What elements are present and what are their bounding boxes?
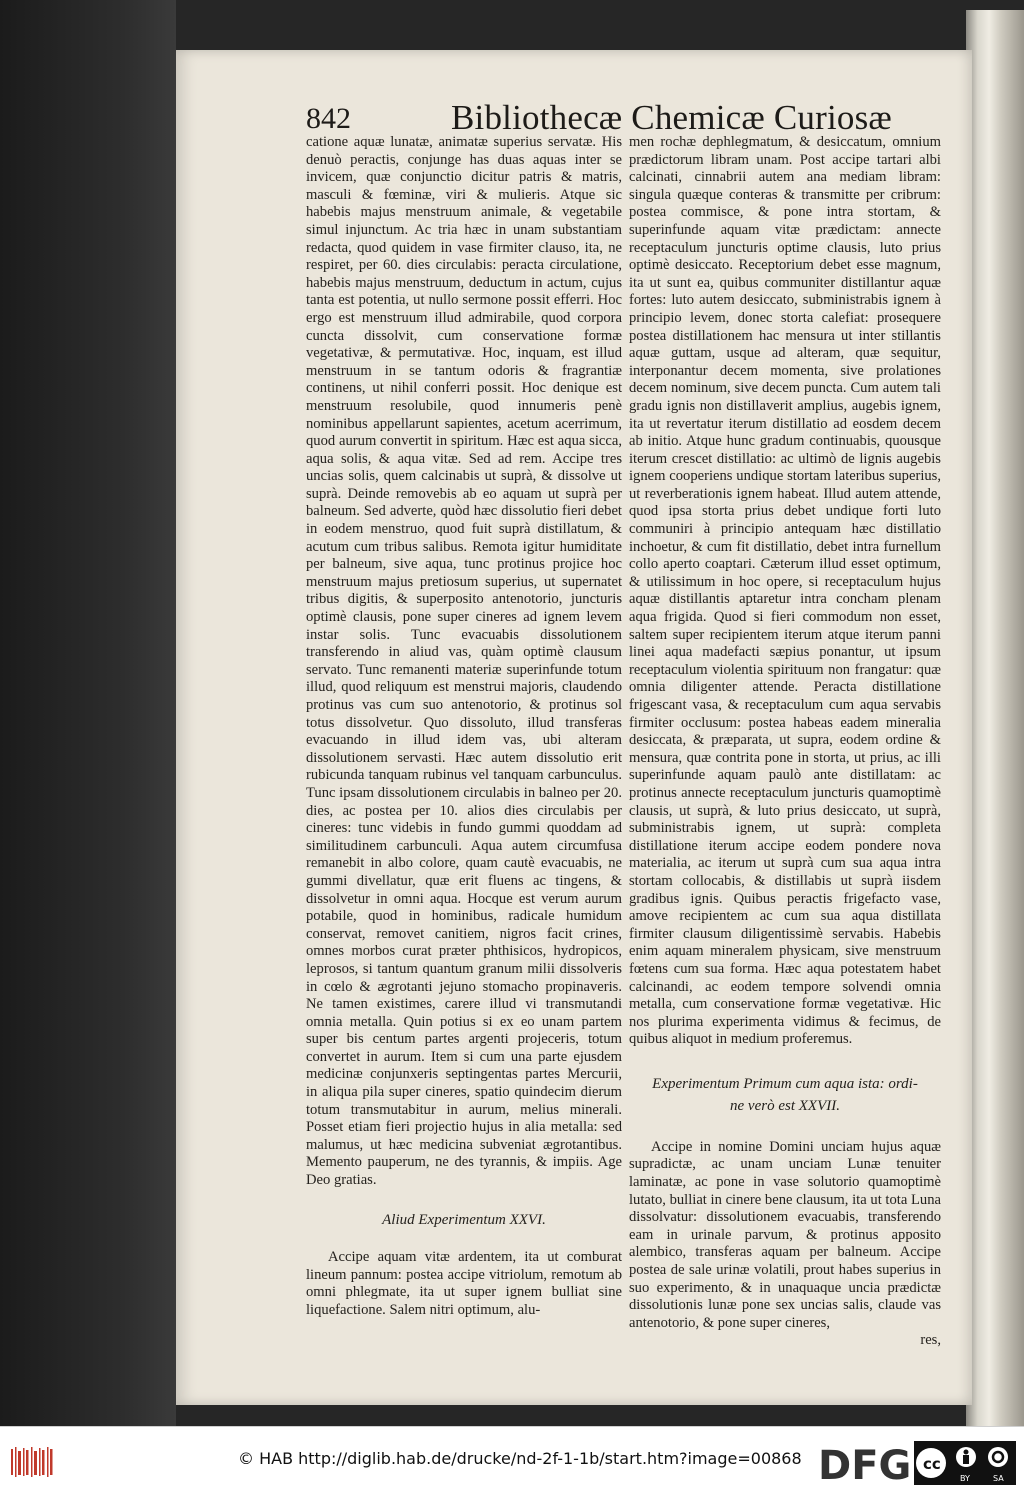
by-label: BY: [960, 1474, 970, 1483]
copyright-link[interactable]: © HAB http://diglib.hab.de/drucke/nd-2f-1-1b/start.htm?image=00868: [238, 1449, 802, 1468]
dfg-logo: [816, 1437, 912, 1487]
book-page: [176, 50, 972, 1405]
page-number: 842: [306, 102, 351, 135]
license-badge: [914, 1441, 1016, 1485]
sa-icon: [988, 1447, 1008, 1467]
left-text-column: [306, 134, 622, 1320]
viewer-footer: [0, 1426, 1024, 1494]
running-head: Bibliothecæ Chemicæ Curiosæ: [451, 98, 892, 137]
right-paragraph: men rochæ dephlegmatum, & desiccatum, omnium prædictorum libram unam. Post accipe tartari albi calcinati, cinnabrii autem ana mediam libram: singula quæque conteras & transmitte per cribrum: postea commisce, & pone intra stortam, & superinfunde aquam vitæ prædictam: annecte receptaculum juncturis optime clausis, luto prius optimè desiccato. Receptorium debet esse magnum, ita ut sunt ea, quibus communiter distillantur aquæ fortes: luto autem desiccato, subministrabis ignem à principio levem, donec storta calefiat: prosequere postea distillationem hac mensura ut inter stillantis aquæ guttam, usque ad alteram, quæ sequitur, interponantur decem momenta, sive prolationes decem nominum, sive decem puncta. Cum autem tali gradu ignis non distillaverit amplius, augebis ignem, ita ut revertatur iterum distillatio ad eosdem decem ab initio. Atque hunc gradum continuabis, quousque iterum crescet distillatio: ac ultimò de lignis augebis ignem cooperiens undique stortam lateribus superius, ut reverberationis ignem habeat. Illud autem attende, quod ipsa storta prius debet undique forti luto communiri à principio antequam hæc distillatio inchoetur, & cum fit distillatio, debet intra furnellum collo aperto coaptari. Cæterum illud esset optimum, & utilissimum in hoc opere, si receptaculum hujus aquæ distillantis aptaretur intra concham plenam aqua frigida. Quod si fieri commodum non esset, saltem super recipientem iterum atque iterum panni linei aqua madefacti sæpius ponantur, ut ipsum receptaculum violentia spirituum non frangatur: quæ omnia diligenter attende. Peracta distillatione frigescant vasa, & receptaculum cum aqua servabis firmiter occlusum: postea habeas eadem mineralia desiccata, & præparata, ut supra, eodem ordine & mensura, quæ contrita pone in storta, ut prius, ac illi superinfunde aquam paulò ante distillatam: ac protinus annecte receptaculum juncturis quamoptimè clausis, ut suprà, & luto prius desiccato, ut suprà, subministrabis ignem, ut suprà: completa distillatione iterum accipe eodem pondere nova materialia, ac iterum ut suprà cum sua aqua intra stortam collocabis, & distillabis ut suprà iisdem gradibus ignis. Quibus peractis frigefacto vase, amove recipientem ac cum sua aqua distillata firmiter clausum diligentissimè servabis. Habebis enim aquam mineralem physicam, sive menstruum fœtens cum sua forma. Hæc aqua potestatem habet calcinandi, ac eodem tempore solvendi omnia metalla, cum conservatione formæ vegetativæ. Hic nos plurima experimenta vidimus & fecimus, de quibus aliquot in medium proferemus.: [629, 134, 941, 1048]
right-paragraph-2: Accipe in nomine Domini unciam hujus aquæ supradictæ, ac unam unciam Lunæ tenuiter laminatæ, ac pone in vase solutorio quamoptimè lutato, bulliat in cinere bene clausum, ita ut tota Luna dissolvatur: dissolutionem evacuabis, transferendo eam in urinale parvum, & protinus apposito alembico, transferas aquam per balneum. Accipe postea de sale urinæ volatili, prout habes superius in suo experimento, & in unaquaque uncia prædictæ dissolutionis lunæ pone sex uncias salis, claude vas antenotorio, & pone super cineres,: [629, 1138, 941, 1331]
dfg-logo-text: DFG: [818, 1443, 912, 1487]
right-heading-line-2: ne verò est XXVII.: [730, 1097, 840, 1114]
right-text-column: [629, 134, 941, 1350]
left-paragraph: catione aquæ lunatæ, animatæ superius servatæ. His denuò peractis, conjunge has duas aquas inter se invicem, quæ conjunctio dicitur patris & matris, masculi & fœminæ, viri & mulieris. Atque sic habebis majus menstruum animale, & vegetabile simul injunctum. Ac tria hæc in unam substantiam redacta, quod quidem in vase firmiter clauso, ita, ne respiret, per 60. dies circulabis: peracta circulatione, habebis majus menstruum, deductum in actum, cujus tanta est potentia, ut nullo sermone possit efferri. Hoc ergo est menstruum illud admirabile, quod corpora cuncta dissolvit, cum conservatione formæ vegetativæ, & permutativæ. Hoc, inquam, est illud menstruum in se tantum odoris & fragrantiæ continens, ut nihil conferri possit. Hoc denique est menstruum resolubile, quod innumeris penè nominibus appellarunt sapientes, acetum acerrimum, quod aurum convertit in spiritum. Hæc est aqua sicca, aqua solis, & aqua vitæ. Sed ad rem. Accipe tres uncias solis, quem calcinabis ut suprà, & dissolve ut suprà. Deinde removebis ab eo aquam ut suprà per balneum. Sed adverte, quòd hæc dissolutio fieri debet in eodem menstruo, quod fuit suprà distillatum, & acutum cum tribus salibus. Remota igitur humiditate per balneum, sive aqua, tunc protinus projice hoc menstruum majus pretiosum superius, ut supernatet tribus digitis, & superposito antenotorio, juncturis optimè clausis, pone super cineres ad ignem levem instar solis. Tunc evacuabis dissolutionem transferendo in aliud vas, quàm optimè clausum servato. Tunc remanenti materiæ superinfunde totum illud, quod reliquum est menstrui majoris, claudendo protinus vas cum suo antenotorio, & protinus sol totus dissolvetur. Quo dissoluto, illud transferas evacuando in illud idem vas, ubi alteram dissolutionem servasti. Hæc autem dissolutio erit rubicunda tanquam rubinus vel tanquam carbunculus. Tunc ipsam dissolutionem circulabis in balneo per 20. dies, ac postea per 10. alios dies circulabis per cineres: tunc videbis in fundo gummi quoddam ad similitudinem carbunculi. Aqua autem circumfusa remanebit in albo colore, quam cautè evacuabis, ne gummi divellatur, quæ erit fluens ac tingens, & dissolvetur in omni aqua. Hocque est verum aurum potabile, quod in hominibus, radicale humidum conservat, removet canitiem, nigros facit crines, omnes morbos curat præter phthisicos, hydropicos, leprosos, si tantum quantum granum milii dissolveris in cœlo & ægrotanti jejuno stomacho propinaveris. Ne tamen existimes, carere illud vi transmutandi omnia metalla. Quin potius si ex eo unam partem super bis centum partes argenti projeceris, totum convertet in aurum. Item si cum una parte ejusdem medicinæ conjunxeris septingentas partes Mercurii, in aliqua pila super cineres, spatio quindecim dierum totum transmutabitur in aurum, melius minerali. Posset etiam fieri projectio hujus in alia metalla: sed malumus, ut hæc medicina subveniat ægrotantibus. Memento pauperum, ne des tyrannis, & impiis. Age Deo gratias.: [306, 134, 622, 1189]
sa-label: SA: [993, 1474, 1004, 1483]
right-section-heading: [629, 1073, 941, 1117]
svg-text:cc: cc: [923, 1455, 941, 1473]
right-heading-line-1: Experimentum Primum cum aqua ista: ordi-: [652, 1075, 918, 1092]
left-section-heading: Aliud Experimentum XXVI.: [382, 1211, 546, 1228]
barcode-icon: [10, 1445, 54, 1479]
page-edges: [966, 10, 1024, 1426]
book-spine-shadow: [0, 0, 176, 1426]
left-paragraph-2: Accipe aquam vitæ ardentem, ita ut comburat lineum pannum: postea accipe vitriolum, remotum ab omni phlegmate, ita ut super ignem bulliat sine liquefactione. Salem nitri optimum, alu-: [306, 1249, 622, 1318]
catchword: res,: [920, 1332, 941, 1349]
